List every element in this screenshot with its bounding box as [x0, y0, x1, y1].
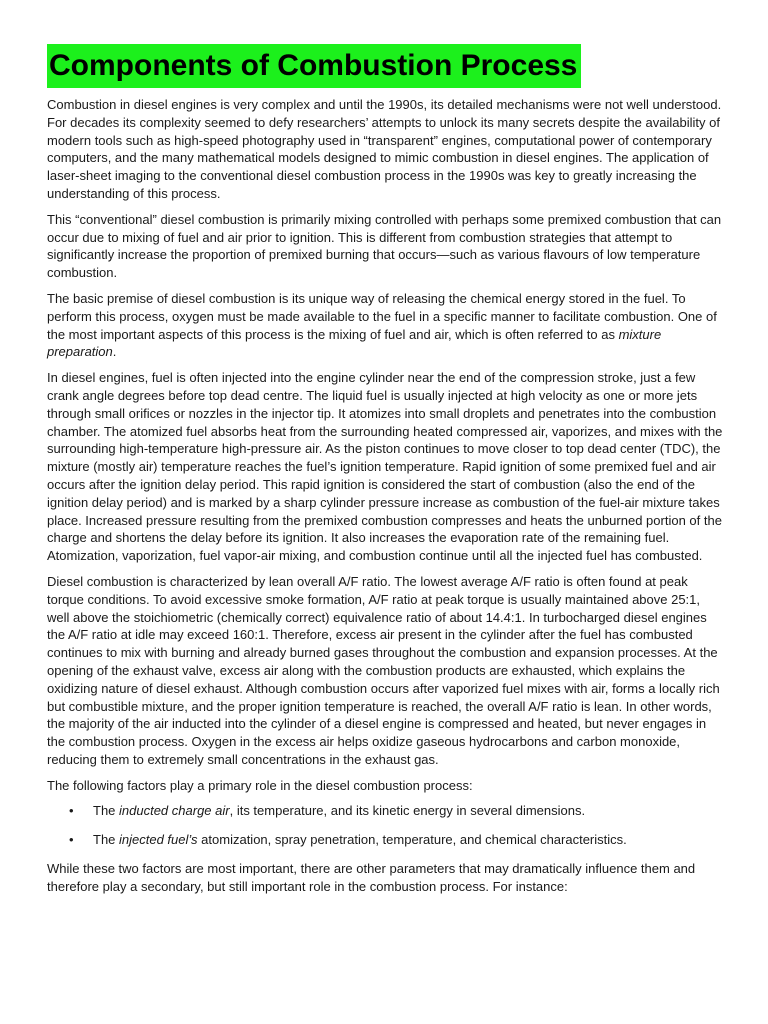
list-item — [47, 831, 723, 849]
paragraph-basic-premise — [47, 290, 723, 361]
list-item-text: The — [93, 832, 120, 848]
factors-list — [47, 802, 723, 849]
paragraph-conventional: This “conventional” diesel combustion is primarily mixing controlled with perhaps some premixed combustion that can occur due to mixing of fuel and air prior to ignition. This is different from combustion strategies that attempt to significantly increase the proportion of premixed burning that occurs—such as various flavours of low temperature combustion. — [47, 211, 722, 281]
paragraph-text: The basic premise of diesel combustion is its unique way of releasing the chemical energy stored in the fuel. To perform this process, oxygen must be made available to the fuel in a specific manner to facilitate combustion. One of the most important aspects of this process is the mixing of fuel and air, which is often referred to as — [47, 290, 717, 342]
bullet-icon: • — [69, 832, 74, 848]
italic-term: injected fuel’s — [119, 832, 198, 848]
list-item — [47, 802, 723, 820]
italic-term: inducted charge air — [119, 803, 230, 819]
list-item-text: , its temperature, and its kinetic energy in several dimensions. — [229, 803, 586, 819]
list-item-text: The — [93, 803, 120, 819]
paragraph-text: . — [112, 344, 117, 360]
italic-term: mixture preparation — [47, 326, 662, 360]
paragraph-closing: While these two factors are most important, there are other parameters that may dramatically influence them and therefore play a secondary, but still important role in the combustion process. For instance: — [47, 861, 696, 894]
document-page — [47, 44, 723, 904]
paragraph-intro: Combustion in diesel engines is very complex and until the 1990s, its detailed mechanisms were not well understood. For decades its complexity seemed to defy researchers’ attempts to unlock its many secrets despite the availability of modern tools such as high-speed photography used in “transparent” engines, computational power of contemporary computers, and the many mathematical models designed to mimic combustion in diesel engines. The application of laser-sheet imaging to the conventional diesel combustion process in the 1990s was key to greatly increasing the understanding of this process. — [47, 97, 722, 201]
paragraph-injection: In diesel engines, fuel is often injected into the engine cylinder near the end of the compression stroke, just a few crank angle degrees before top dead centre. The liquid fuel is usually injected at high velocity as one or more jets through small orifices or nozzles in the injector tip. It atomizes into small droplets and penetrates into the combustion chamber. The atomized fuel absorbs heat from the surrounding heated compressed air, vaporizes, and mixes with the surrounding high-temperature high-pressure air. As the piston continues to move closer to top dead center (TDC), the mixture (mostly air) temperature reaches the fuel’s ignition temperature. Rapid ignition of some premixed fuel and air occurs after the ignition delay period. This rapid ignition is considered the start of combustion (also the end of the ignition delay period) and is marked by a sharp cylinder pressure increase as combustion of the fuel-air mixture takes place. Increased pressure resulting from the premixed combustion compresses and heats the unburned portion of the charge and shortens the delay before its ignition. It also increases the evaporation rate of the remaining fuel. Atomization, vaporization, fuel vapor-air mixing, and combustion continue until all the injected fuel has combusted. — [47, 370, 723, 564]
paragraph-af-ratio: Diesel combustion is characterized by lean overall A/F ratio. The lowest average A/F ratio is often found at peak torque conditions. To avoid excessive smoke formation, A/F ratio at peak torque is usually maintained above 25:1, well above the stoichiometric (chemically correct) equivalence ratio of about 14.4:1. In turbocharged diesel engines the A/F ratio at idle may exceed 160:1. Therefore, excess air present in the cylinder after the fuel has combusted continues to mix with burning and already burned gases throughout the combustion and expansion processes. At the opening of the exhaust valve, excess air along with the combustion products are exhausted, which explains the oxidizing nature of diesel exhaust. Although combustion occurs after vaporized fuel mixes with air, forms a locally rich but combustible mixture, and the proper ignition temperature is reached, the overall A/F ratio is lean. In other words, the majority of the air inducted into the cylinder of a diesel engine is compressed and heated, but never engages in the combustion process. Oxygen in the excess air helps oxidize gaseous hydrocarbons and carbon monoxide, reducing them to extremely small concentrations in the exhaust gas. — [47, 573, 720, 767]
bullet-icon: • — [69, 803, 74, 819]
list-item-text: atomization, spray penetration, temperature, and chemical characteristics. — [197, 832, 627, 848]
page-title: Components of Combustion Process — [49, 49, 578, 82]
title-highlight — [47, 44, 581, 88]
paragraph-factors-intro: The following factors play a primary role in the diesel combustion process: — [47, 777, 473, 793]
